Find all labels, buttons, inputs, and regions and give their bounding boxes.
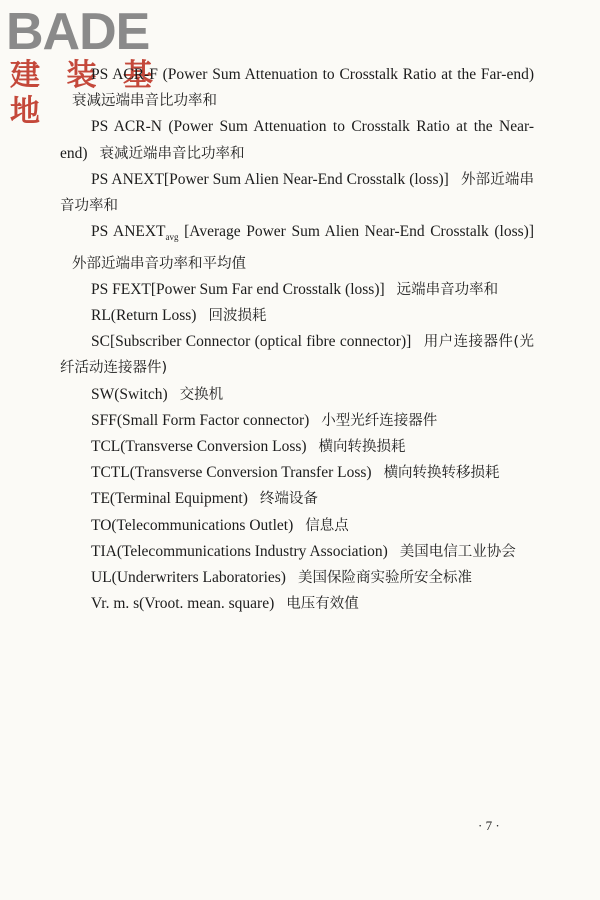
entry-translation: 美国保险商实验所安全标准 — [297, 569, 472, 586]
entry-term: TCL(Transverse Conversion Loss) — [91, 437, 307, 455]
list-item — [60, 114, 534, 166]
entry-translation: 用户连接器件(光纤活动连接器件) — [60, 334, 534, 377]
entry-term: TE(Terminal Equipment) — [91, 490, 248, 508]
list-item — [60, 565, 534, 591]
list-item — [60, 382, 534, 408]
abbreviation-list — [60, 62, 534, 617]
entry-term: TIA(Telecommunications Industry Association) — [91, 542, 388, 560]
entry-translation: 信息点 — [305, 517, 349, 534]
entry-translation: 回波损耗 — [208, 307, 267, 324]
entry-translation: 终端设备 — [259, 491, 318, 508]
entry-term: [Average Power Sum Alien Near-End Crosstalk (loss)] — [178, 223, 534, 241]
list-item — [60, 486, 534, 512]
entry-translation: 外部近端串音功率和 — [60, 171, 534, 215]
entry-translation: 小型光纤连接器件 — [321, 412, 438, 429]
list-item — [60, 460, 534, 486]
list-item — [60, 329, 534, 381]
entry-translation: 衰减远端串音比功率和 — [72, 93, 217, 110]
entry-translation: 横向转换损耗 — [318, 438, 406, 455]
list-item — [60, 408, 534, 434]
entry-term: TCTL(Transverse Conversion Transfer Loss) — [91, 464, 372, 482]
entry-term: PS ACR-N (Power Sum Attenuation to Crosstalk Ratio at the Near-end) — [60, 118, 534, 162]
entry-term: Vr. m. s(Vroot. mean. square) — [91, 595, 275, 613]
entry-term: RL(Return Loss) — [91, 306, 197, 324]
entry-term-subscript: avg — [165, 232, 179, 243]
logo-subtitle: 建 装 基 地 — [10, 58, 161, 129]
entry-term: PS ANEXT[Power Sum Alien Near-End Crosstalk (loss)] — [91, 170, 449, 188]
list-item — [60, 219, 534, 277]
entry-term: SW(Switch) — [91, 385, 168, 403]
list-item — [60, 591, 534, 617]
list-item — [60, 167, 534, 219]
list-item — [60, 434, 534, 460]
entry-term: PS FEXT[Power Sum Far end Crosstalk (loss)] — [91, 280, 385, 298]
entry-translation: 电压有效值 — [286, 596, 359, 613]
list-item — [60, 303, 534, 329]
entry-translation: 横向转换转移损耗 — [383, 465, 500, 482]
list-item — [60, 539, 534, 565]
list-item — [60, 277, 534, 303]
logo-wordmark: BADE — [6, 3, 150, 61]
entry-translation: 衰减近端串音比功率和 — [99, 145, 245, 162]
entry-term: PS ACR-F (Power Sum Attenuation to Crosstalk Ratio at the Far-end) — [91, 66, 534, 83]
entry-translation: 交换机 — [179, 386, 224, 403]
page-number: · 7 · — [478, 818, 500, 833]
entry-translation: 远端串音功率和 — [396, 281, 499, 298]
list-item — [60, 62, 534, 114]
entry-term: SFF(Small Form Factor connector) — [91, 411, 310, 429]
list-item — [60, 513, 534, 539]
entry-term: SC[Subscriber Connector (optical fibre connector)] — [91, 333, 412, 351]
entry-term: UL(Underwriters Laboratories) — [91, 568, 286, 586]
entry-term-prefix: PS ANEXT — [91, 223, 166, 241]
entry-translation: 美国电信工业协会 — [399, 543, 516, 560]
entry-term: TO(Telecommunications Outlet) — [91, 516, 294, 534]
entry-translation: 外部近端串音功率和平均值 — [72, 255, 246, 272]
